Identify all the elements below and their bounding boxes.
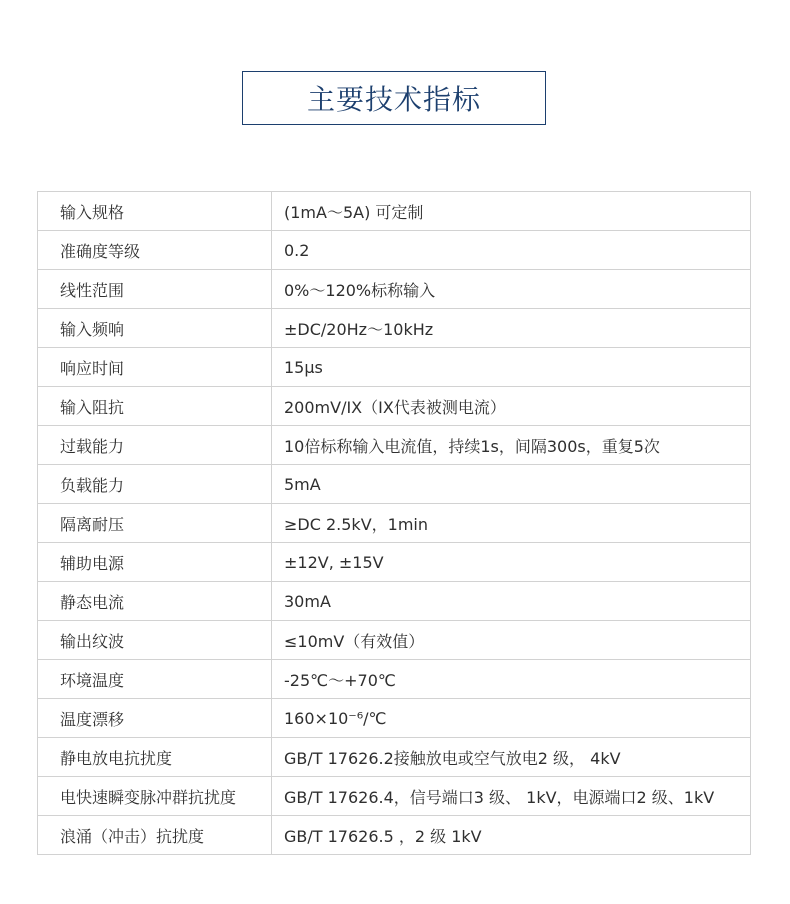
table-row <box>38 816 751 855</box>
spec-label: 线性范围 <box>38 270 272 309</box>
spec-value: 0%～120%标称输入 <box>272 270 751 309</box>
table-row <box>38 738 751 777</box>
spec-value: 0.2 <box>272 231 751 270</box>
spec-label: 响应时间 <box>38 348 272 387</box>
spec-value: 10倍标称输入电流值，持续1s，间隔300s，重复5次 <box>272 426 751 465</box>
spec-label: 输入规格 <box>38 192 272 231</box>
table-row <box>38 582 751 621</box>
spec-label: 输入阻抗 <box>38 387 272 426</box>
table-row <box>38 270 751 309</box>
spec-value: ≤10mV（有效值） <box>272 621 751 660</box>
spec-value: 160×10⁻⁶/℃ <box>272 699 751 738</box>
spec-label: 浪涌（冲击）抗扰度 <box>38 816 272 855</box>
table-row <box>38 543 751 582</box>
spec-value: 200mV/IX（IX代表被测电流） <box>272 387 751 426</box>
spec-label: 静态电流 <box>38 582 272 621</box>
spec-label: 输入频响 <box>38 309 272 348</box>
spec-value: GB/T 17626.5 ，2 级 1kV <box>272 816 751 855</box>
table-row <box>38 348 751 387</box>
spec-label: 隔离耐压 <box>38 504 272 543</box>
spec-value: -25℃～+70℃ <box>272 660 751 699</box>
spec-label: 准确度等级 <box>38 231 272 270</box>
table-row <box>38 192 751 231</box>
spec-value: GB/T 17626.2接触放电或空气放电2 级， 4kV <box>272 738 751 777</box>
table-row <box>38 504 751 543</box>
table-row <box>38 426 751 465</box>
spec-value: (1mA～5A) 可定制 <box>272 192 751 231</box>
spec-label: 温度漂移 <box>38 699 272 738</box>
spec-value: GB/T 17626.4，信号端口3 级、 1kV，电源端口2 级、1kV <box>272 777 751 816</box>
table-row <box>38 660 751 699</box>
spec-label: 负载能力 <box>38 465 272 504</box>
table-row <box>38 231 751 270</box>
spec-label: 输出纹波 <box>38 621 272 660</box>
spec-label: 辅助电源 <box>38 543 272 582</box>
spec-value: ±DC/20Hz～10kHz <box>272 309 751 348</box>
spec-label: 过载能力 <box>38 426 272 465</box>
table-row <box>38 621 751 660</box>
table-row <box>38 387 751 426</box>
table-row <box>38 309 751 348</box>
section-title-box <box>242 71 546 125</box>
spec-value: ±12V, ±15V <box>272 543 751 582</box>
spec-value: 5mA <box>272 465 751 504</box>
spec-table <box>37 191 751 855</box>
spec-value: ≥DC 2.5kV，1min <box>272 504 751 543</box>
spec-value: 15μs <box>272 348 751 387</box>
section-title: 主要技术指标 <box>306 83 481 116</box>
spec-value: 30mA <box>272 582 751 621</box>
table-row <box>38 465 751 504</box>
table-row <box>38 699 751 738</box>
table-row <box>38 777 751 816</box>
spec-label: 电快速瞬变脉冲群抗扰度 <box>38 777 272 816</box>
spec-label: 环境温度 <box>38 660 272 699</box>
spec-label: 静电放电抗扰度 <box>38 738 272 777</box>
